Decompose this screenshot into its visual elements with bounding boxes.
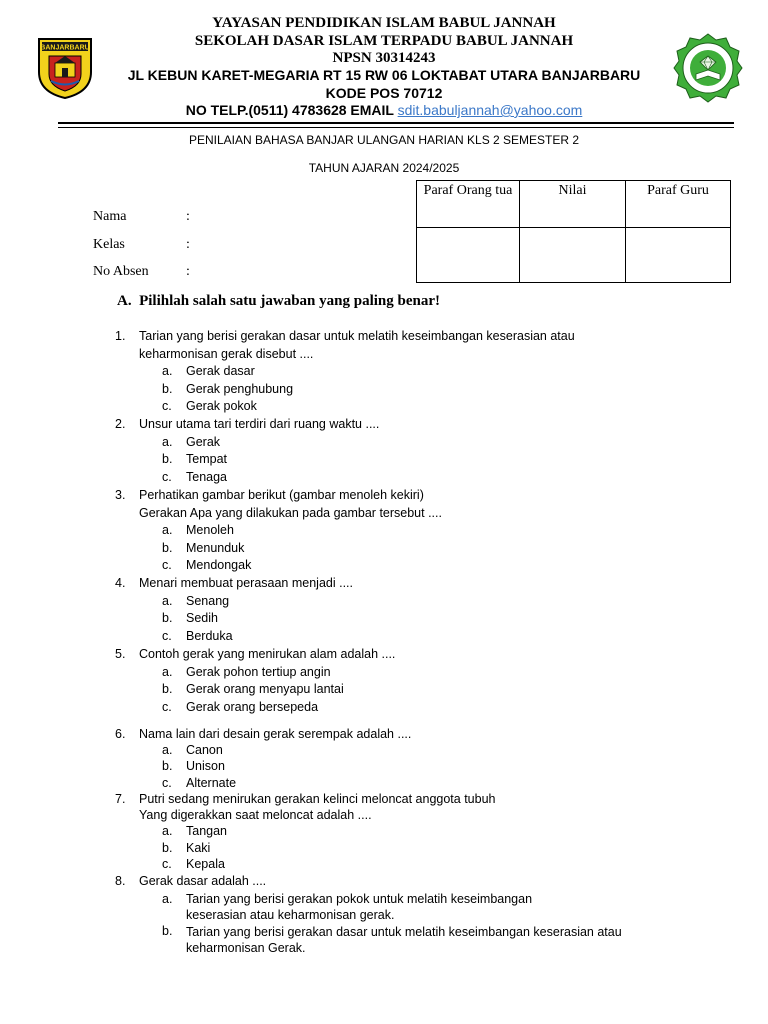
name-field (93, 209, 190, 225)
absen-label: No Absen (93, 264, 149, 279)
option-letter: a. (162, 743, 173, 758)
question-text: Menari membuat perasaan menjadi .... (139, 576, 353, 590)
question-text: Gerak dasar adalah .... (139, 874, 267, 888)
class-label: Kelas (93, 237, 125, 252)
option-letter: a. (162, 523, 173, 538)
name-colon: : (186, 209, 190, 224)
parent-signature-header: Paraf Orang tua (417, 181, 520, 228)
question-text: keharmonisan gerak disebut .... (139, 346, 314, 361)
option-letter: c. (162, 856, 172, 871)
option-text: Menunduk (186, 540, 245, 555)
option-text: Unison (186, 759, 225, 774)
school-npsn: NPSN 30314243 (332, 50, 436, 66)
option-letter: c. (162, 558, 172, 573)
option-text: Gerak orang bersepeda (186, 699, 319, 714)
question-number: 5. (115, 647, 126, 661)
question-text: Putri sedang menirukan gerakan kelinci meloncat anggota tubuh (139, 792, 496, 806)
academic-year: TAHUN AJARAN 2024/2025 (308, 161, 460, 175)
teacher-signature-header: Paraf Guru (626, 181, 731, 228)
svg-text:BANJARBARU: BANJARBARU (40, 44, 90, 52)
option-letter: c. (162, 775, 172, 790)
option-text: Kepala (186, 856, 225, 871)
option-letter: b. (162, 540, 173, 555)
phone-text: NO TELP.(0511) 4783628 EMAIL (185, 102, 394, 118)
option-letter: c. (162, 699, 172, 714)
question-number: 7. (115, 792, 126, 806)
question-text: Contoh gerak yang menirukan alam adalah .... (139, 647, 396, 661)
option-letter: b. (162, 759, 173, 774)
question-number: 2. (115, 417, 126, 431)
option-text: Tenaga (186, 469, 228, 484)
option-letter: a. (162, 824, 173, 839)
option-letter: a. (162, 664, 173, 679)
option-text: Kaki (186, 840, 211, 855)
postal-code: KODE POS 70712 (325, 85, 443, 101)
school-address: JL KEBUN KARET-MEGARIA RT 15 RW 06 LOKTABAT UTARA BANJARBARU (127, 67, 641, 83)
option-text: keserasian atau keharmonisan gerak. (186, 907, 395, 922)
option-text: Gerak dasar (186, 364, 255, 379)
question-text: Gerakan Apa yang dilakukan pada gambar tersebut .... (139, 505, 442, 520)
section-a-heading (117, 293, 440, 310)
teacher-signature-cell[interactable] (626, 228, 731, 283)
option-text: Canon (186, 743, 223, 758)
option-letter: b. (162, 611, 173, 626)
option-text: Tarian yang berisi gerakan dasar untuk melatih keseimbangan keserasian atau (186, 924, 622, 939)
option-letter: b. (162, 452, 173, 467)
option-letter: c. (162, 628, 172, 643)
question-text: Unsur utama tari terdiri dari ruang waktu .... (139, 417, 380, 431)
option-text: Alternate (186, 775, 237, 790)
absen-field (93, 264, 190, 280)
class-field (93, 237, 190, 253)
option-text: Gerak pokok (186, 399, 257, 414)
class-colon: : (186, 237, 190, 252)
header-rule (58, 122, 734, 124)
option-text: Tarian yang berisi gerakan pokok untuk melatih keseimbangan (186, 891, 533, 906)
option-letter: c. (162, 399, 172, 414)
option-text: Gerak penghubung (186, 381, 294, 396)
question-number: 3. (115, 488, 126, 502)
question-number: 1. (115, 329, 126, 343)
option-letter: b. (162, 840, 173, 855)
absen-colon: : (186, 264, 190, 279)
question-number: 6. (115, 727, 126, 741)
name-label: Nama (93, 209, 127, 224)
question-text: Perhatikan gambar berikut (gambar menoleh kekiri) (139, 488, 424, 502)
option-letter: a. (162, 434, 173, 449)
school-name: SEKOLAH DASAR ISLAM TERPADU BABUL JANNAH (194, 33, 574, 49)
question-text: Tarian yang berisi gerakan dasar untuk melatih keseimbangan keserasian atau (139, 329, 575, 343)
question-number: 8. (115, 874, 126, 888)
option-text: Gerak (186, 434, 221, 449)
header-rule-thin (58, 127, 734, 128)
section-a-instruction: Pilihlah salah satu jawaban yang paling benar! (139, 293, 441, 309)
question-text: Yang digerakkan saat meloncat adalah .... (139, 808, 372, 823)
section-a-label: A. (117, 293, 132, 309)
option-letter: b. (162, 682, 173, 697)
question-number: 4. (115, 576, 126, 590)
exam-title: PENILAIAN BAHASA BANJAR ULANGAN HARIAN KLS 2 SEMESTER 2 (188, 133, 580, 147)
option-letter: b. (162, 923, 173, 938)
option-letter: b. (162, 381, 173, 396)
option-text: Senang (186, 593, 230, 608)
foundation-name: YAYASAN PENDIDIKAN ISLAM BABUL JANNAH (212, 15, 556, 31)
option-text: Sedih (186, 611, 218, 626)
option-letter: a. (162, 593, 173, 608)
question-text: Nama lain dari desain gerak serempak adalah .... (139, 727, 412, 741)
score-header: Nilai (520, 181, 626, 228)
score-cell[interactable] (520, 228, 626, 283)
option-text: Gerak pohon tertiup angin (186, 664, 331, 679)
grade-table (416, 180, 731, 283)
option-text: Gerak orang menyapu lantai (186, 682, 344, 697)
option-text: Menoleh (186, 523, 234, 538)
option-letter: c. (162, 469, 172, 484)
option-text: Tangan (186, 824, 228, 839)
parent-signature-cell[interactable] (417, 228, 520, 283)
option-text: Berduka (186, 628, 233, 643)
email-link[interactable]: sdit.babuljannah@yahoo.com (397, 102, 583, 118)
option-text: Mendongak (186, 558, 252, 573)
option-letter: a. (162, 364, 173, 379)
option-letter: a. (162, 891, 173, 906)
contact-line (0, 102, 768, 118)
option-text: keharmonisan Gerak. (186, 940, 306, 955)
option-text: Tempat (186, 452, 227, 467)
